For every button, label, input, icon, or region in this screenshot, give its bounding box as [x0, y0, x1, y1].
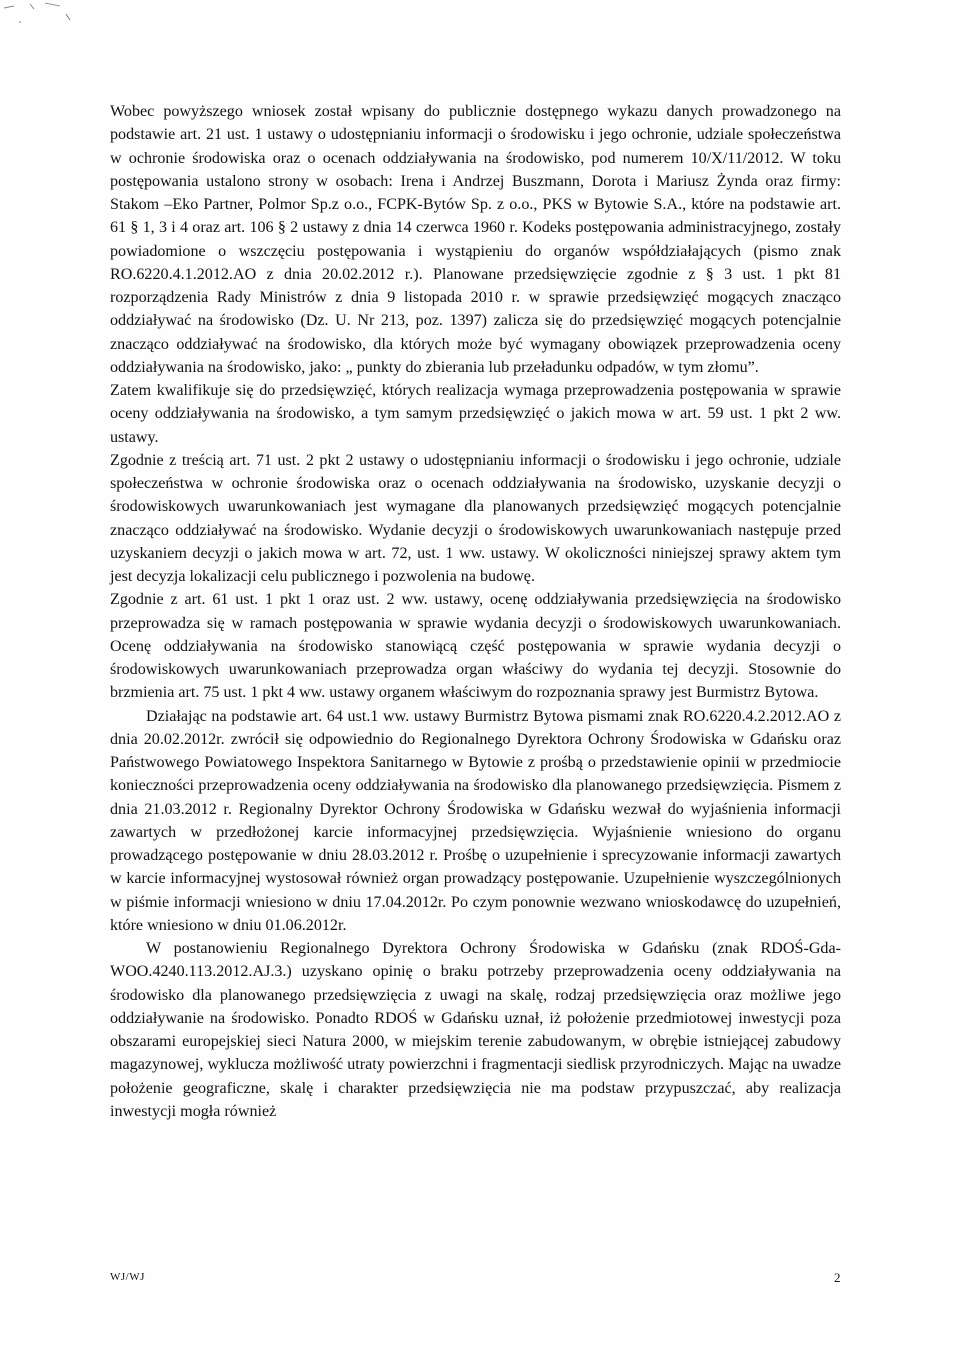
scan-artifact-mark [0, 0, 90, 28]
paragraph-registration: Wobec powyższego wniosek został wpisany do publicznie dostępnego wykazu danych prowadzonego na podstawie art. 21 ust. 1 ustawy o udostępnianiu informacji o środowisku i jego ochronie, udziale społeczeństwa w ochronie środowiska oraz o ocenach oddziaływania na środowisko, pod numerem 10/X/11/2012. W toku postępowania ustalono strony w osobach: Irena i Andrzej Buszmann, Dorota i Mariusz Żynda oraz firmy: Stakom –Eko Partner, Polmor Sp.z o.o., FCPK-Bytów Sp. z o.o., PKS w Bytowie S.A., które na podstawie art. 61 § 1, 3 i 4 oraz art. 106 § 2 ustawy z dnia 14 czerwca 1960 r. Kodeks postępowania administracyjnego, zostały powiadomione o wszczęciu postępowania i wystąpieniu do organów współdziałających (pismo znak RO.6220.4.1.2012.AO z dnia 20.02.2012 r.). Planowane przedsięwzięcie zgodnie z § 3 ust. 1 pkt 81 rozporządzenia Rady Ministrów z dnia 9 listopada 2010 r. w sprawie przedsięwzięć mogących znacząco oddziaływać na środowisko (Dz. U. Nr 213, poz. 1397) zalicza się do przedsięwzięć mogących potencjalnie znacząco oddziaływać na środowisko, dla których może być wymagany obowiązek przeprowadzenia oceny oddziaływania na środowisko, jako: „ punkty do zbierania lub przeładunku odpadów, w tym złomu”. [110, 103, 841, 376]
document-body [110, 100, 841, 1123]
footer-initials: WJ/WJ [110, 1271, 145, 1283]
page-number: 2 [834, 1270, 841, 1285]
paragraph-art71: Zgodnie z treścią art. 71 ust. 2 pkt 2 ustawy o udostępnianiu informacji o środowisku i jego ochronie, udziale społeczeństwa w ochronie środowiska oraz o ocenach oddziaływania na środowisko, uzyskanie decyzji o środowiskowych uwarunkowaniach jest wymagane dla planowanych przedsięwzięć mogących potencjalnie znacząco oddziaływać na środowisko. Wydanie decyzji o środowiskowych uwarunkowaniach następuje przed uzyskaniem decyzji o jakich mowa w art. 72, ust. 1 ww. ustawy. W okoliczności niniejszej sprawy aktem tym jest decyzja lokalizacji celu publicznego i pozwolenia na budowę. [110, 451, 841, 585]
paragraph-rdos-opinion: W postanowieniu Regionalnego Dyrektora Ochrony Środowiska w Gdańsku (znak RDOŚ-Gda-WOO.4240.113.2012.AJ.3.) uzyskano opinię o braku potrzeby przeprowadzenia oceny oddziaływania na środowisko dla planowanego przedsięwzięcia z uwagi na skalę, rodzaj przedsięwzięcia oraz możliwe jego oddziaływanie na środowisko. Ponadto RDOŚ w Gdańsku uznał, iż położenie przedmiotowej inwestycji poza obszarami europejskiej sieci Natura 2000, w miejskim terenie zabudowanym, w obrębie istniejącej zabudowy magazynowej, wyklucza możliwość utraty powierzchni i fragmentacji siedlisk przyrodniczych. Mając na uwadze położenie geograficzne, skalę i charakter przedsięwzięcia nie ma podstaw przypuszczać, aby realizacja inwestycji mogła również [110, 940, 841, 1120]
paragraph-art64: Działając na podstawie art. 64 ust.1 ww. ustawy Burmistrz Bytowa pismami znak RO.6220.4.2.2012.AO z dnia 20.02.2012r. zwrócił się odpowiednio do Regionalnego Dyrektora Ochrony Środowiska w Gdańsku oraz Państwowego Powiatowego Inspektora Sanitarnego w Bytowie z prośbą o przedstawienie opinii w przedmiocie konieczności przeprowadzenia oceny oddziaływania na środowisko dla planowanego przedsięwzięcia. Pismem z dnia 21.03.2012 r. Regionalny Dyrektor Ochrony Środowiska w Gdańsku wezwał do wyjaśnienia informacji zawartych w przedłożonej karcie informacyjnej przedsięwzięcia. Wyjaśnienie wniesiono do organu prowadzącego postępowanie w dniu 28.03.2012 r. Prośbę o uzupełnienie i sprecyzowanie informacji zawartych w karcie informacyjnej wystosował również organ prowadzący postępowanie. Uzupełnienie wyszczególnionych w piśmie informacji wniesiono w dniu 17.04.2012r. Po czym ponownie wezwano wnioskodawcę do uzupełnień, które wniesiono w dniu 01.06.2012r. [110, 707, 841, 934]
paragraph-qualification: Zatem kwalifikuje się do przedsięwzięć, których realizacja wymaga przeprowadzenia postępowania w sprawie oceny oddziaływania na środowisko, a tym samym przedsięwzięć o jakich mowa w art. 59 ust. 1 pkt 2 ww. ustawy. [110, 382, 841, 446]
paragraph-art61: Zgodnie z art. 61 ust. 1 pkt 1 oraz ust. 2 ww. ustawy, ocenę oddziaływania przedsięwzięcia na środowisko przeprowadza się w ramach postępowania w sprawie wydania decyzji o środowiskowych uwarunkowaniach. Ocenę oddziaływania na środowisko stanowiącą część postępowania w sprawie wydania decyzji o środowiskowych uwarunkowaniach przeprowadza organ właściwy do wydania tej decyzji. Stosownie do brzmienia art. 75 ust. 1 pkt 4 ww. ustawy organem właściwym do rozpoznania sprawy jest Burmistrz Bytowa. [110, 591, 841, 702]
